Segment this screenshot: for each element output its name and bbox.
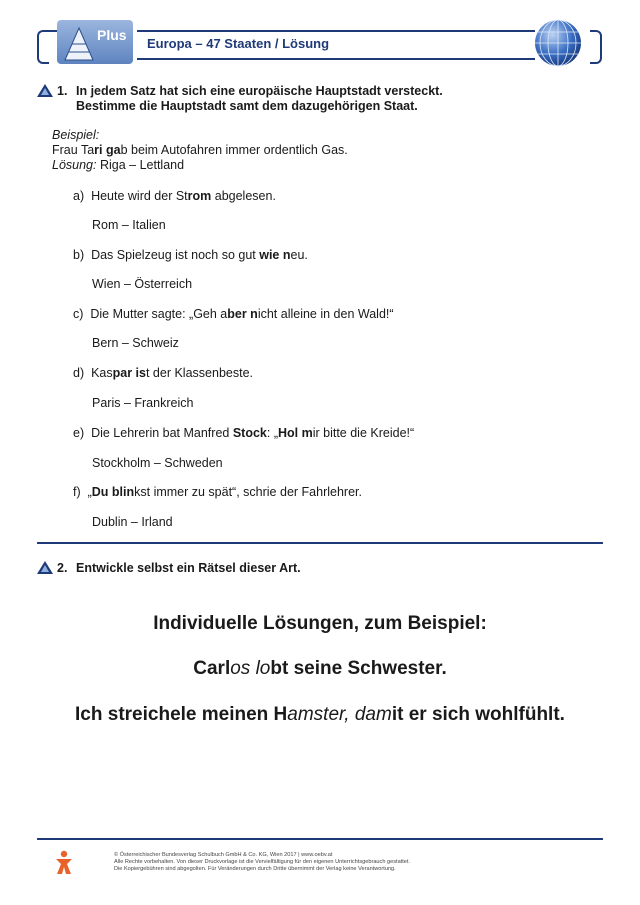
solution-heading: Individuelle Lösungen, zum Beispiel: [153, 613, 487, 634]
header-bottom-line [137, 58, 535, 60]
badge-label: Plus [97, 27, 127, 43]
item-e: e) Die Lehrerin bat Manfred Stock: „Hol mir bitte die Kreide!“ [73, 426, 415, 440]
item-d: d) Kaspar ist der Klassenbeste. [73, 366, 253, 380]
item-f-answer: Dublin – Irland [92, 515, 173, 529]
item-a-answer: Rom – Italien [92, 218, 166, 232]
footer-divider [37, 838, 603, 840]
header-bracket-left [37, 30, 49, 64]
example-solution: Lösung: Riga – Lettland [52, 158, 185, 172]
page-title: Europa – 47 Staaten / Lösung [147, 36, 330, 51]
item-e-answer: Stockholm – Schweden [92, 456, 223, 470]
task1-line2: Bestimme die Hauptstadt samt dem dazugehörigen Staat. [76, 99, 418, 113]
example-label: Beispiel: [52, 128, 100, 142]
footer-line-1: © Österreichischer Bundesverlag Schulbuch GmbH & Co. KG, Wien 2017 | www.oebv.at [114, 852, 333, 858]
section-divider [37, 542, 603, 544]
item-b-answer: Wien – Österreich [92, 277, 193, 291]
item-d-answer: Paris – Frankreich [92, 396, 194, 410]
task2-number: 2. [57, 561, 68, 575]
item-c-answer: Bern – Schweiz [92, 336, 179, 350]
solution-example-2: Ich streichele meinen Hamster, damit er sich wohlfühlt. [75, 704, 565, 725]
item-b: b) Das Spielzeug ist noch so gut wie neu. [73, 248, 308, 262]
publisher-logo-icon [52, 850, 76, 876]
task2-text: Entwickle selbst ein Rätsel dieser Art. [76, 561, 301, 575]
task1-line1: In jedem Satz hat sich eine europäische Hauptstadt versteckt. [76, 84, 443, 98]
header-top-line-left [47, 30, 57, 32]
task-pyramid-icon [37, 84, 53, 97]
solution-example-1: Carlos lobt seine Schwester. [193, 658, 447, 679]
task-pyramid-icon [37, 561, 53, 574]
plus-badge [57, 20, 133, 64]
item-c: c) Die Mutter sagte: „Geh aber nicht alleine in den Wald!“ [73, 307, 394, 321]
item-f: f) „Du blinkst immer zu spät“, schrie der Fahrlehrer. [73, 485, 362, 499]
item-a: a) Heute wird der Strom abgelesen. [73, 189, 276, 203]
footer-line-3: Die Kopiergebühren sind abgegolten. Für Veränderungen durch Dritte übernimmt der Verlag keine Verantwortung. [114, 866, 396, 872]
footer-line-2: Alle Rechte vorbehalten. Von dieser Druckvorlage ist die Vervielfältigung für den eigenen Unterrichtsgebrauch gestattet. [114, 859, 411, 865]
globe-icon [533, 18, 583, 68]
task1-number: 1. [57, 84, 68, 98]
header-bracket-right [590, 30, 602, 64]
header-top-line [137, 30, 535, 32]
example-sentence: Frau Tari gab beim Autofahren immer ordentlich Gas. [52, 143, 348, 157]
